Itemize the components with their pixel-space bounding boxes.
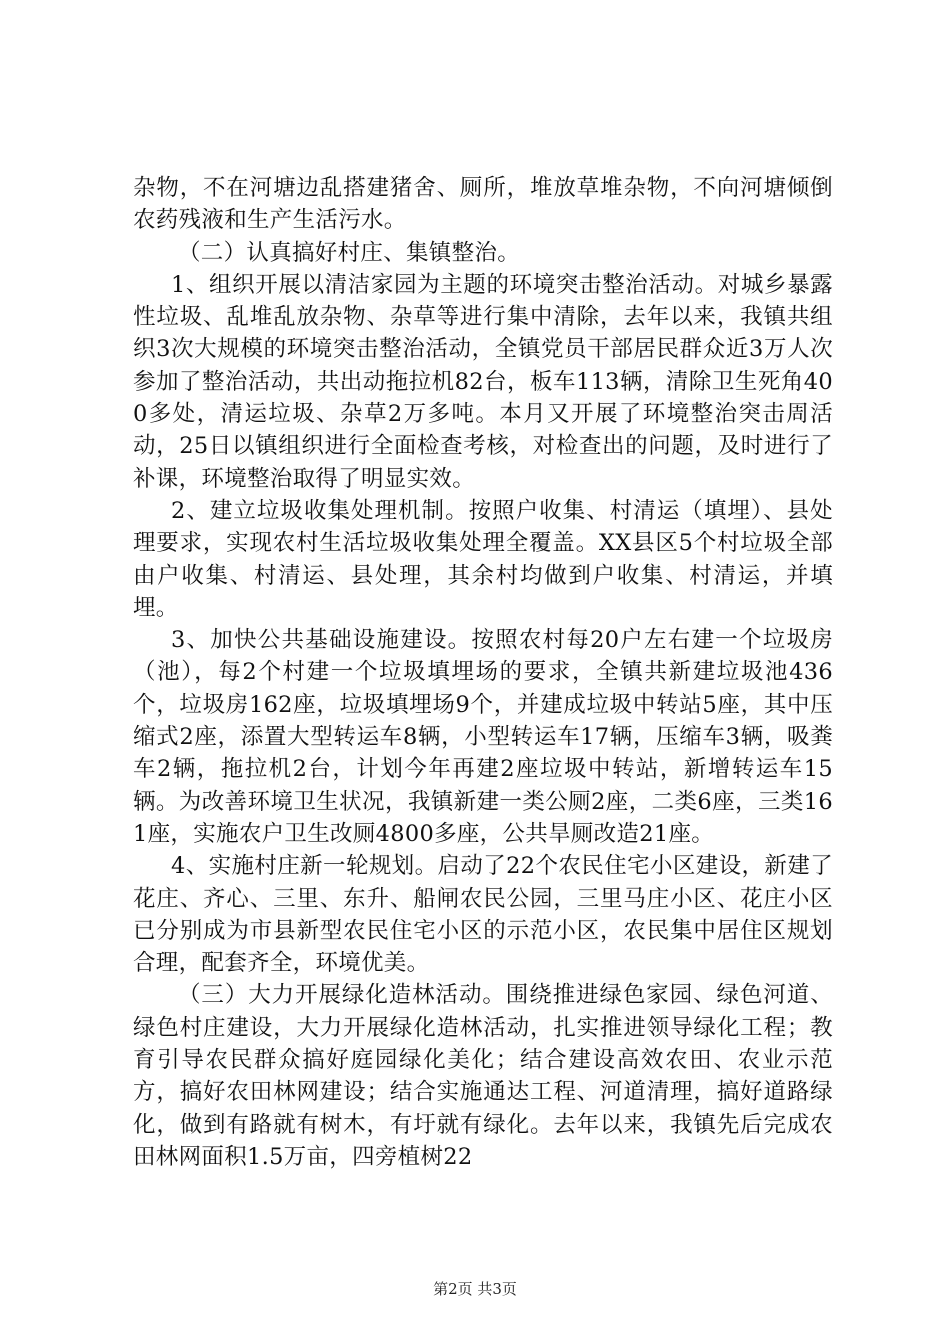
- section-heading-2: （二）认真搞好村庄、集镇整治。: [178, 239, 521, 266]
- paragraph-item-2: 2、建立垃圾收集处理机制。按照户收集、村清运（填埋）、县处理要求，实现农村生活垃圾收集处理全覆盖。XX县区5个村垃圾全部由户收集、村清运、县处理，其余村均做到户收集、村清运，并填埋。: [133, 497, 833, 621]
- paragraph-1: 杂物，不在河塘边乱搭建猪舍、厕所，堆放草堆杂物，不向河塘倾倒农药残液和生产生活污水。: [133, 175, 833, 234]
- page-number-footer: 第2页 共3页: [433, 1280, 517, 1298]
- paragraph-item-3: 3、加快公共基础设施建设。按照农村每20户左右建一个垃圾房（池），每2个村建一个垃圾填埋场的要求，全镇共新建垃圾池436个，垃圾房162座，垃圾填埋场9个，并建成垃圾中转站5座，其中压缩式2座，添置大型转运车8辆，小型转运车17辆，压缩车3辆，吸粪车2辆，拖拉机2台，计划今年再建2座垃圾中转站，新增转运车15辆。为改善环境卫生状况，我镇新建一类公厕2座，二类6座，三类161座，实施农户卫生改厕4800多座，公共旱厕改造21座。: [133, 627, 833, 847]
- paragraph-item-1: 1、组织开展以清洁家园为主题的环境突击整治活动。对城乡暴露性垃圾、乱堆乱放杂物、杂草等进行集中清除，去年以来，我镇共组织3次大规模的环境突击整治活动，全镇党员干部居民群众近3万人次参加了整治活动，共出动拖拉机82台，板车113辆，清除卫生死角400多处，清运垃圾、杂草2万多吨。本月又开展了环境整治突击周活动，25日以镇组织进行全面检查考核，对检查出的问题，及时进行了补课，环境整治取得了明显实效。: [133, 271, 833, 492]
- document-body: [133, 172, 833, 1173]
- section-paragraph-3: （三）大力开展绿化造林活动。围绕推进绿色家园、绿色河道、绿色村庄建设，大力开展绿化造林活动，扎实推进领导绿化工程；教育引导农民群众搞好庭园绿化美化；结合建设高效农田、农业示范方，搞好农田林网建设；结合实施通达工程、河道清理，搞好道路绿化，做到有路就有树木，有圩就有绿化。去年以来，我镇先后完成农田林网面积1.5万亩，四旁植树22: [133, 982, 833, 1170]
- paragraph-item-4: 4、实施村庄新一轮规划。启动了22个农民住宅小区建设，新建了花庄、齐心、三里、东升、船闸农民公园，三里马庄小区、花庄小区已分别成为市县新型农民住宅小区的示范小区，农民集中居住区规划合理，配套齐全，环境优美。: [133, 853, 833, 977]
